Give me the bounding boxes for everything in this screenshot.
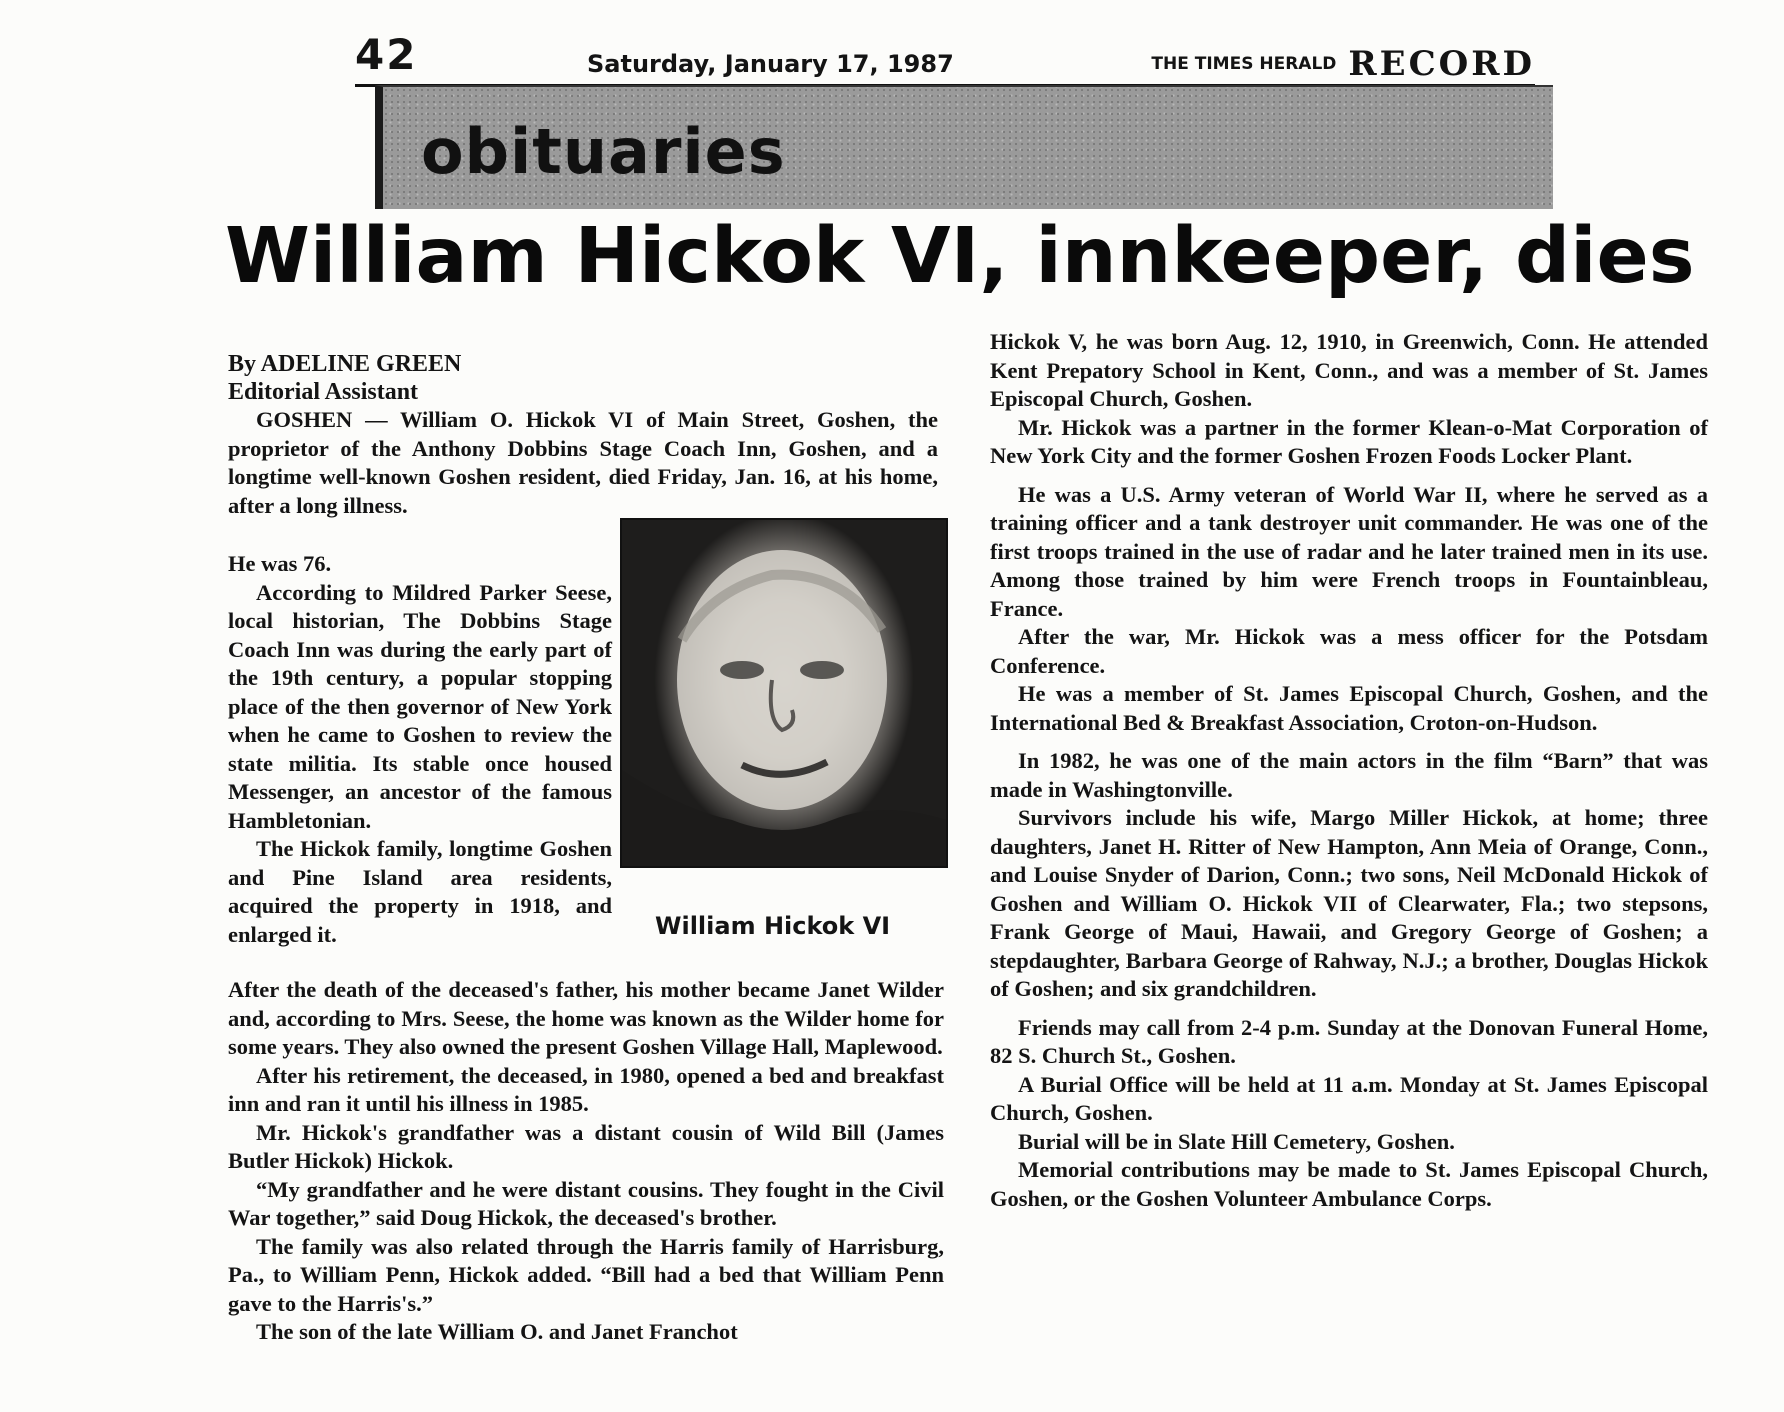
issue-date: Saturday, January 17, 1987 <box>587 50 954 78</box>
paragraph: GOSHEN — William O. Hickok VI of Main Street, Goshen, the proprietor of the Anthony Dobbins Stage Coach Inn, Goshen, and a longtime well-known Goshen resident, died Friday, Jan. 16, at his home, after a long illness. <box>228 407 938 518</box>
column-1-narrow <box>228 550 612 949</box>
portrait-silhouette <box>622 520 946 866</box>
nameplate-small: THE TIMES HERALD <box>1151 54 1337 74</box>
paragraph: In 1982, he was one of the main actors in the film “Barn” that was made in Washingtonville. <box>990 748 1708 802</box>
paragraph: A Burial Office will be held at 11 a.m. Monday at St. James Episcopal Church, Goshen. <box>990 1071 1708 1125</box>
paragraph: After his retirement, the deceased, in 1980, opened a bed and breakfast inn and ran it until his illness in 1985. <box>228 1062 944 1116</box>
paragraph: Mr. Hickok's grandfather was a distant cousin of Wild Bill (James Butler Hickok) Hickok. <box>228 1119 944 1173</box>
section-banner <box>375 85 1553 209</box>
paragraph: He was 76. <box>228 551 332 576</box>
paragraph: Friends may call from 2-4 p.m. Sunday at the Donovan Funeral Home, 82 S. Church St., Goshen. <box>990 1014 1708 1068</box>
article-headline: William Hickok VI, innkeeper, dies <box>225 212 1695 301</box>
paragraph: The family was also related through the Harris family of Harrisburg, Pa., to William Penn, Hickok added. “Bill had a bed that William Penn gave to the Harris's.” <box>228 1233 944 1316</box>
byline-author: By ADELINE GREEN <box>228 351 462 377</box>
byline-title: Editorial Assistant <box>228 379 419 405</box>
paragraph: Memorial contributions may be made to St. James Episcopal Church, Goshen, or the Goshen Volunteer Ambulance Corps. <box>990 1157 1708 1211</box>
nameplate-big: RECORD <box>1348 44 1535 84</box>
paragraph: He was a U.S. Army veteran of World War II, where he served as a training officer and a tank destroyer unit commander. He was one of the first troops trained in the use of radar and he later trained men in its use. Among those trained by him were French troops in Fountainbleau, France. <box>990 481 1708 621</box>
photo-caption: William Hickok VI <box>655 912 891 940</box>
paragraph: Survivors include his wife, Margo Miller Hickok, at home; three daughters, Janet H. Ritter of New Hampton, Ann Meia of Orange, Conn., and Louise Snyder of Darion, Conn.; two sons, Neil McDonald Hickok of Goshen and William O. Hickok VII of Clearwater, Fla.; two stepsons, Frank George of Maui, Hawaii, and Gregory George of Goshen; a stepdaughter, Barbara George of Rahway, N.J.; a brother, Douglas Hickok of Goshen; and six grandchildren. <box>990 805 1708 1001</box>
column-1-top <box>228 406 938 520</box>
page-header <box>355 22 1535 84</box>
column-2 <box>990 328 1708 1213</box>
paragraph: Hickok V, he was born Aug. 12, 1910, in Greenwich, Conn. He attended Kent Prepatory School in Kent, Conn., and was a member of St. James Episcopal Church, Goshen. <box>990 329 1708 411</box>
paragraph: He was a member of St. James Episcopal Church, Goshen, and the International Bed & Breakfast Association, Croton-on-Hudson. <box>990 681 1708 735</box>
paragraph: Mr. Hickok was a partner in the former Klean-o-Mat Corporation of New York City and the former Goshen Frozen Foods Locker Plant. <box>990 414 1708 468</box>
paragraph: “My grandfather and he were distant cousins. They fought in the Civil War together,” said Doug Hickok, the deceased's brother. <box>228 1176 944 1230</box>
page-number: 42 <box>355 30 418 79</box>
paragraph: After the war, Mr. Hickok was a mess officer for the Potsdam Conference. <box>990 624 1708 678</box>
paragraph: The son of the late William O. and Janet Franchot <box>256 1319 738 1344</box>
paragraph: The Hickok family, longtime Goshen and Pine Island area residents, acquired the property in 1918, and enlarged it. <box>228 836 612 947</box>
portrait-photo <box>620 518 948 868</box>
section-label: obituaries <box>421 115 786 188</box>
paragraph: Burial will be in Slate Hill Cemetery, Goshen. <box>1018 1128 1455 1154</box>
column-1-bottom <box>228 976 944 1347</box>
newspaper-nameplate <box>1151 44 1535 84</box>
paragraph: After the death of the deceased's father, his mother became Janet Wilder and, according to Mrs. Seese, the home was known as the Wilder home for some years. They also owned the present Goshen Village Hall, Maplewood. <box>228 977 944 1059</box>
byline <box>228 350 461 406</box>
paragraph: According to Mildred Parker Seese, local historian, The Dobbins Stage Coach Inn was during the early part of the 19th century, a popular stopping place of the then governor of New York when he came to Goshen to review the state militia. Its stable once housed Messenger, an ancestor of the famous Hambletonian. <box>228 579 612 833</box>
